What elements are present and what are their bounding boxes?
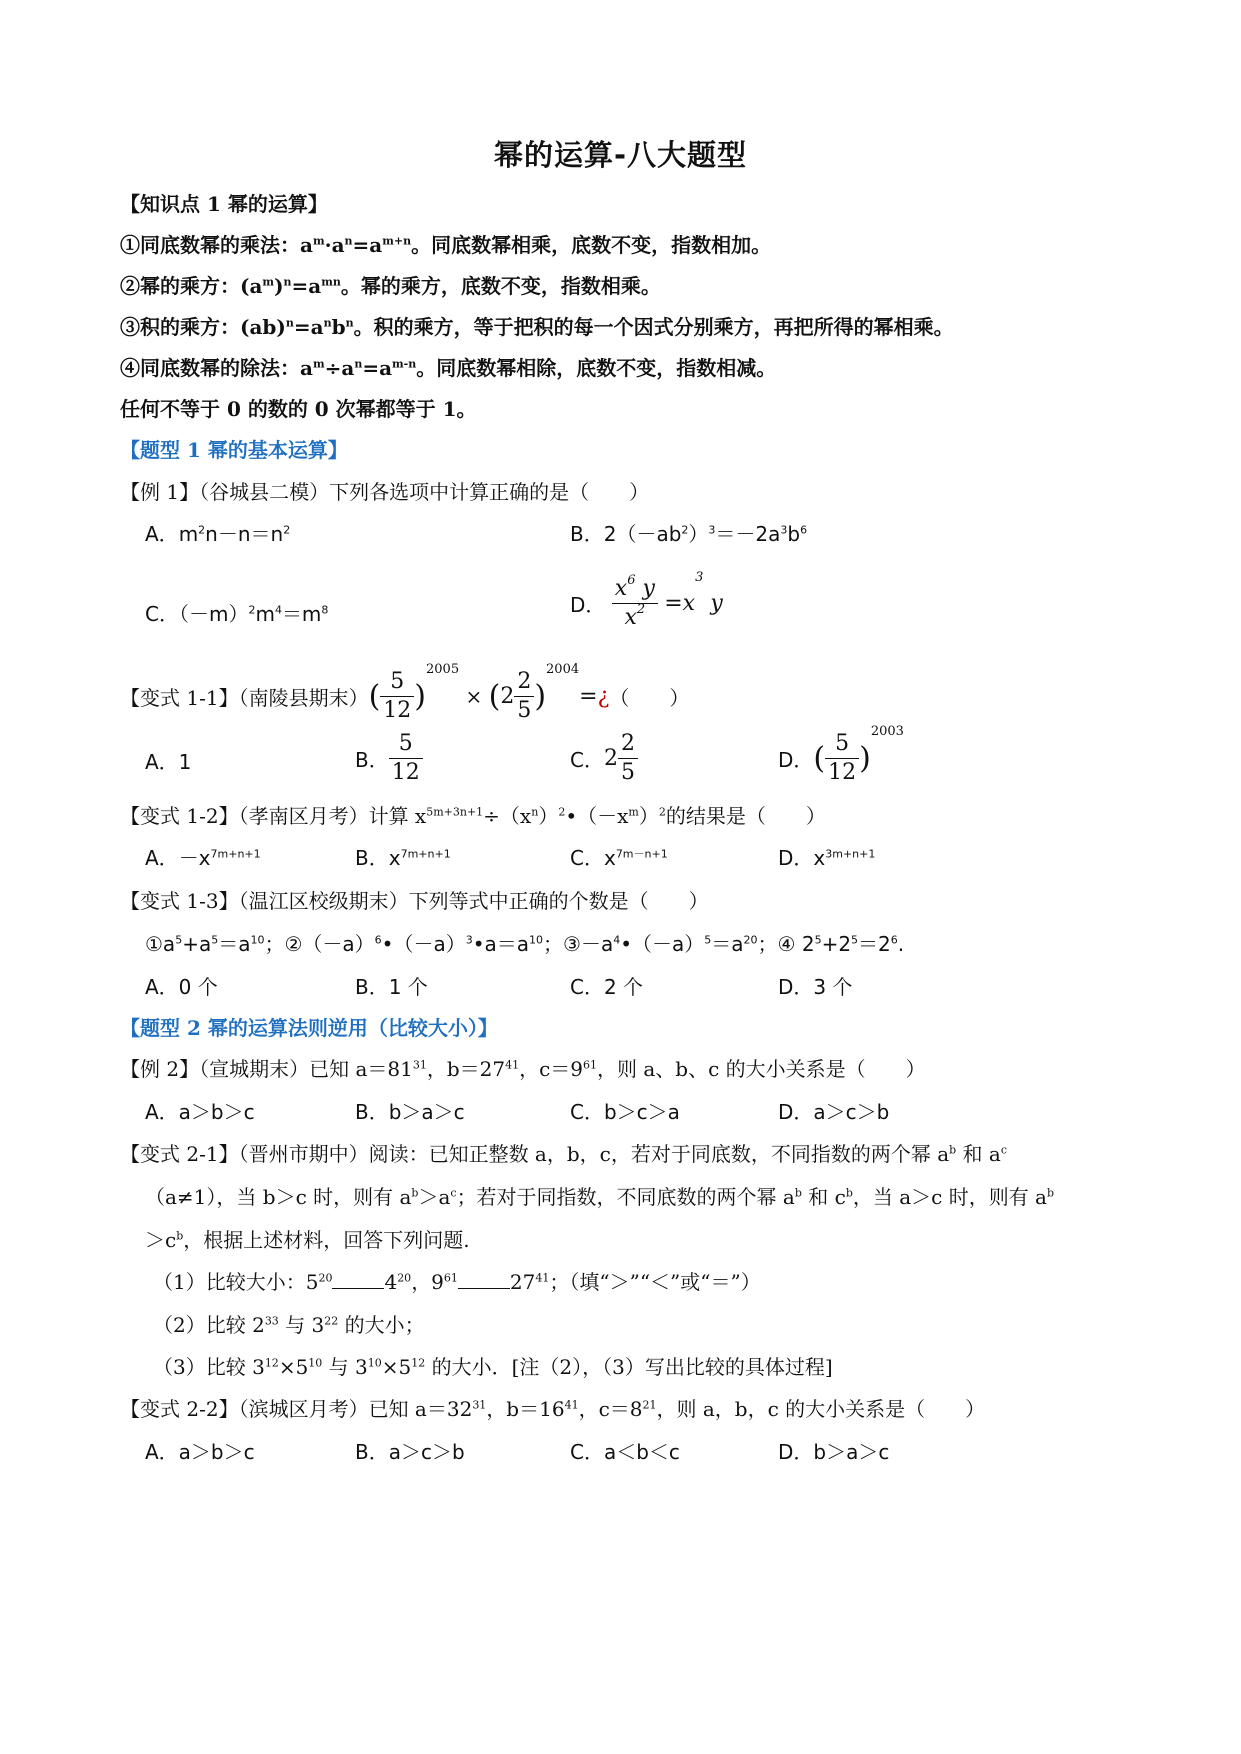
knowledge-heading: 【知识点 1 幂的运算】 <box>120 192 328 216</box>
inverted-question-mark: ¿ <box>597 684 610 709</box>
rule-2 <box>120 270 661 299</box>
zero-exponent-rule: 任何不等于 0 的数的 0 次幂都等于 1。 <box>120 397 477 421</box>
variant-2-1-stem-line-2: （a≠1），当 b＞c 时，则有 $a^b>a^c$；若对于同指数，不同底数的两个幂 $a^b$ 和 $c^b$，当 a＞c 时，则有 $a^b$ <box>145 1185 1055 1209</box>
exponent-2005: 2005 <box>426 662 460 677</box>
type-1-heading: 【题型 1 幂的基本运算】 <box>120 438 348 462</box>
variant-1-2-tail: 的结果是（ ） <box>665 804 826 828</box>
option-d-fraction: $\frac{x^6 y}{x^2}$ <box>612 575 658 632</box>
example-1-label: 【例 1】 <box>120 480 200 504</box>
variant-1-2-stem: 【变式 1-2】（孝南区月考）计算 $x^{5m+3n+1}\div(x^n)^2•(-x^m)^2$的结果是（ ） <box>120 804 826 828</box>
rule-1-formula: $a^m\cdot a^n=a^{m+n}$ <box>300 233 412 257</box>
variant-2-2-option-a: A．a＞b＞c <box>145 1440 255 1464</box>
equals-sign: = <box>579 684 598 709</box>
option-c-label: C． <box>570 846 604 870</box>
answer-blank[interactable] <box>332 1272 384 1289</box>
variant-1-3-option-c: C．2 个 <box>570 975 644 999</box>
rule-1-desc: 。同底数幂相乘，底数不变，指数相加。 <box>411 233 772 257</box>
variant-1-1-option-b <box>355 730 423 787</box>
question-3-tail: 的大小．[注（2），（3）写出比较的具体过程] <box>431 1355 833 1379</box>
variant-2-1-question-2: （2）比较 $2^{33}$ 与 $3^{22}$ 的大小； <box>153 1313 425 1337</box>
variant-1-1-source: （南陵县期末） <box>238 686 369 710</box>
variant-2-1-stem-line-1: 【变式 2-1】（晋州市期中）阅读：已知正整数 a，b，c，若对于同底数，不同指数的两个幂 $a^b$ 和 $a^c$ <box>120 1142 1008 1166</box>
fraction-5-12: $\frac{5}{12}$ <box>380 668 414 725</box>
example-2-option-c: C．b＞c＞a <box>570 1100 680 1124</box>
example-1-option-c: C．$(-m)^2m^4=m^8$ <box>145 602 329 626</box>
example-1-option-b: B．$2(-ab^2)^3=-2a^3b^6$ <box>570 522 808 546</box>
rule-2-label: ②幂的乘方： <box>120 274 240 298</box>
variant-1-3-label: 【变式 1-3】 <box>120 889 239 913</box>
variant-1-1-label: 【变式 1-1】 <box>120 686 239 710</box>
exponent-2004: 2004 <box>546 662 580 677</box>
answer-blank[interactable] <box>458 1272 510 1289</box>
variant-2-1-label: 【变式 2-1】 <box>120 1142 239 1166</box>
variant-2-2-option-b: B．a＞c＞b <box>355 1440 465 1464</box>
option-b-label: B． <box>355 748 389 772</box>
variant-1-3-option-a: A．0 个 <box>145 975 218 999</box>
rule-2-desc: 。幂的乘方，底数不变，指数相乘。 <box>340 274 661 298</box>
rule-4 <box>120 352 776 381</box>
option-b-label: B． <box>570 522 604 546</box>
answer-paren: （ ） <box>609 686 690 710</box>
page-title: 幂的运算-八大题型 <box>493 138 748 172</box>
example-1-stem <box>120 476 649 505</box>
example-2-option-a: A．a＞b＞c <box>145 1100 255 1124</box>
fraction-2-5: $\frac{2}{5}$ <box>618 730 638 787</box>
exponent-2003: 2003 <box>870 724 904 739</box>
variant-1-3-stem <box>120 885 709 914</box>
rule-4-formula: $a^m\div a^n=a^{m-n}$ <box>300 356 417 380</box>
rule-1 <box>120 229 771 258</box>
type-2-heading: 【题型 2 幂的运算法则逆用（比较大小）】 <box>120 1016 498 1040</box>
fraction-5-12: $\frac{5}{12}$ <box>825 730 859 787</box>
example-1-option-d: D． $\frac{x^6 y}{x^2}$ $=x^3$ y <box>570 570 723 630</box>
rule-2-formula: $(a^m)^n=a^{mn}$ <box>240 274 341 298</box>
example-1-option-a: A．$m^2n-n=n^2$ <box>145 522 291 546</box>
variant-1-3-option-d: D．3 个 <box>778 975 853 999</box>
example-2-stem: 【例 2】（宣城期末）已知 $a=81^{31}$，$b=27^{41}$，$c=9^{61}$，则 a、b、c 的大小关系是（ ） <box>120 1057 926 1081</box>
example-1-question: （谷城县二模）下列各选项中计算正确的是（ ） <box>199 480 650 504</box>
variant-1-2-text: （孝南区月考）计算 x <box>238 804 427 828</box>
rule-3-desc: 。积的乘方，等于把积的每一个因式分别乘方，再把所得的幂相乘。 <box>353 315 954 339</box>
fraction-2-5: $\frac{2}{5}$ <box>514 668 534 725</box>
option-d-label: D． <box>570 593 606 617</box>
option-c-label: C． <box>145 602 179 626</box>
variant-1-2-option-d: D．$x^{3m+n+1}$ <box>778 846 876 870</box>
variant-1-1-option-d: D．( $\frac{5}{12}$ )$^{2003}$ <box>778 724 904 785</box>
variant-1-3-option-b: B．1 个 <box>355 975 428 999</box>
variant-1-3-statements: $①a^5+a^5=a^{10}$；$②(-a)^6•(-a)^3•a=a^{10}$；$③-a^4•(-a)^5=a^{20}$；④ $2^5+2^5=2^6$. <box>145 932 905 956</box>
variant-1-2-option-a: A．$-x^{7m+n+1}$ <box>145 846 261 870</box>
option-d-label: D． <box>778 846 814 870</box>
variant-1-2-option-c: C．$x^{7m-n+1}$ <box>570 846 668 870</box>
option-d-label: D． <box>778 748 814 772</box>
rule-4-label: ④同底数幂的除法： <box>120 356 300 380</box>
variant-1-2-label: 【变式 1-2】 <box>120 804 239 828</box>
example-2-option-d: D．a＞c＞b <box>778 1100 890 1124</box>
variant-1-1-option-a: A．1 <box>145 750 192 774</box>
option-a-label: A． <box>145 846 179 870</box>
variant-1-1-option-c: C．2 $\frac{2}{5}$ <box>570 730 638 787</box>
variant-2-1-question-1: （1）比较大小：$5^{20}$ $4^{20}$，$9^{61}$ $27^{41}$；（填“＞”“＜”或“＝”） <box>153 1270 761 1294</box>
variant-1-2-option-b: B．$x^{7m+n+1}$ <box>355 846 451 870</box>
variant-1-3-question: （温江区校级期末）下列等式中正确的个数是（ ） <box>238 889 709 913</box>
rule-3-formula: $(ab)^n=a^nb^n$ <box>240 315 354 339</box>
option-b-label: B． <box>355 846 389 870</box>
fraction-5-12: $\frac{5}{12}$ <box>389 730 423 787</box>
rule-1-label: ①同底数幂的乘法： <box>120 233 300 257</box>
option-a-label: A． <box>145 522 179 546</box>
variant-2-1-question-3: （3）比较 $3^{12}\times 5^{10}$ 与 $3^{10}\times 5^{12}$ 的大小．[注（2），（3）写出比较的具体过程] <box>153 1355 833 1379</box>
variant-2-2-option-c: C．a＜b＜c <box>570 1440 680 1464</box>
example-2-option-b: B．b＞a＞c <box>355 1100 465 1124</box>
variant-1-1-stem: 【变式 1-1】（南陵县期末）( $\frac{5}{12}$ )$^{2005}$ × (2 $\frac{2}{5}$ )$^{2004}$=¿（ ） <box>120 662 690 723</box>
rule-4-desc: 。同底数幂相除，底数不变，指数相减。 <box>416 356 777 380</box>
variant-2-2-stem: 【变式 2-2】（滨城区月考）已知 $a=32^{31}$，$b=16^{41}$，$c=8^{21}$，则 a，b，c 的大小关系是（ ） <box>120 1397 986 1421</box>
variant-2-2-option-d: D．b＞a＞c <box>778 1440 890 1464</box>
rule-3-label: ③积的乘方： <box>120 315 240 339</box>
variant-2-1-stem-line-3: $>c^b$，根据上述材料，回答下列问题. <box>145 1228 470 1252</box>
rule-3 <box>120 311 954 340</box>
example-2-label: 【例 2】 <box>120 1057 200 1081</box>
option-c-label: C． <box>570 748 604 772</box>
variant-2-2-label: 【变式 2-2】 <box>120 1397 239 1421</box>
